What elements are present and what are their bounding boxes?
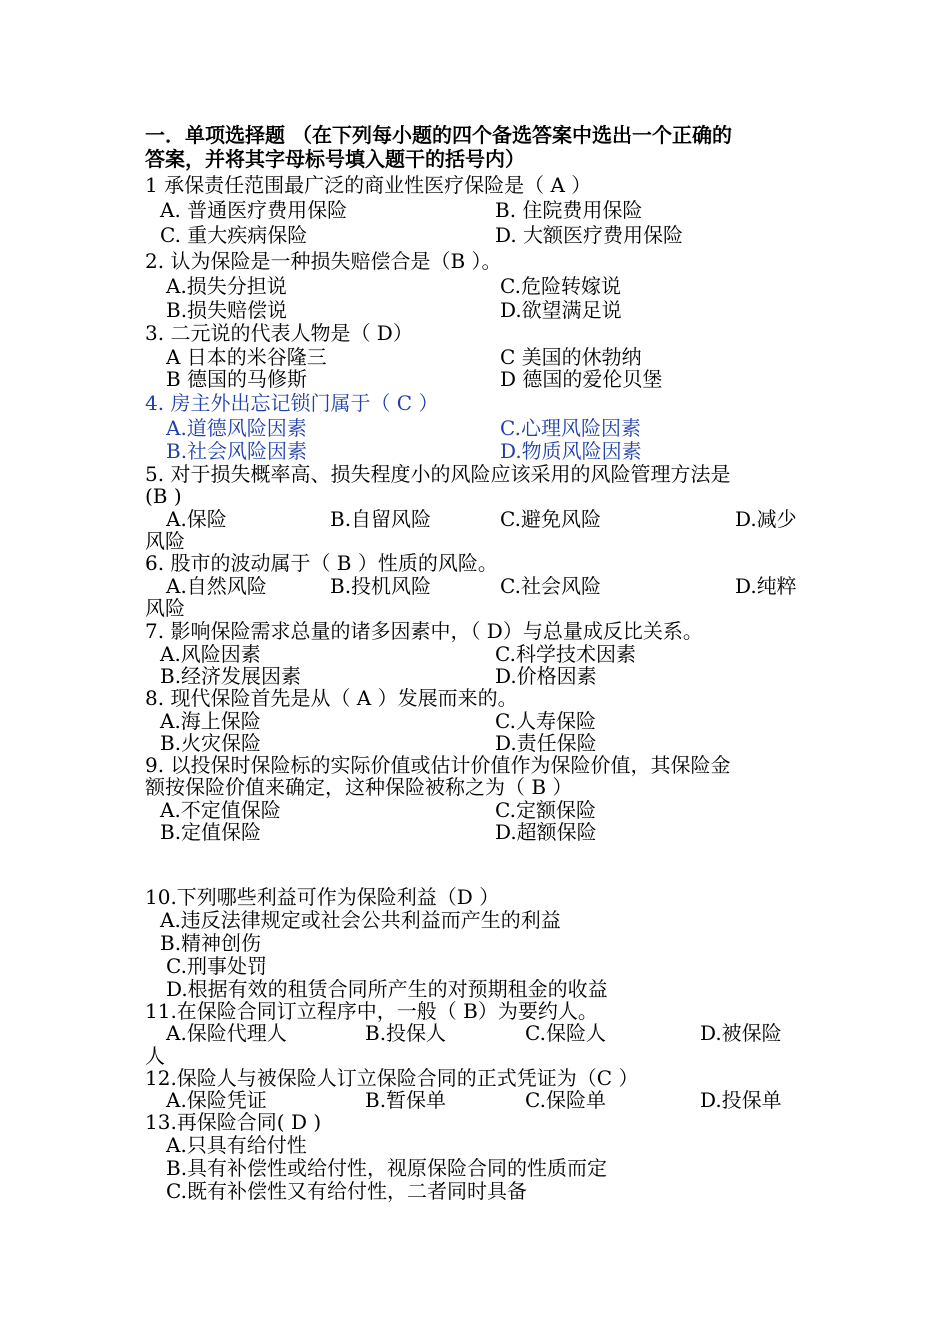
question-4-option-d: D.物质风险因素 [500, 439, 642, 463]
question-3-stem: 3. 二元说的代表人物是（ D） [145, 321, 413, 345]
question-9-option-b: B.定值保险 [160, 820, 262, 844]
question-13-option-b: B.具有补偿性或给付性，视原保险合同的性质而定 [166, 1156, 608, 1180]
question-12-option-a: A.保险凭证 [166, 1088, 267, 1112]
question-12-stem: 12.保险人与被保险人订立保险合同的正式凭证为（C ） [145, 1066, 639, 1090]
question-8-option-b: B.火灾保险 [160, 731, 262, 755]
question-3-option-a: A 日本的米谷隆三 [166, 345, 327, 369]
question-6-option-d-wrap: 风险 [145, 596, 185, 620]
question-9-option-a: A.不定值保险 [160, 798, 281, 822]
question-12-option-d: D.投保单 [700, 1088, 782, 1112]
question-4-option-b: B.社会风险因素 [166, 439, 308, 463]
question-11-option-a: A.保险代理人 [166, 1021, 287, 1045]
question-1-stem: 1 承保责任范围最广泛的商业性医疗保险是（ A ） [145, 173, 592, 197]
question-2-stem: 2. 认为保险是一种损失赔偿合是（B ）。 [145, 249, 502, 273]
question-7-stem: 7. 影响保险需求总量的诸多因素中，（ D）与总量成反比关系。 [145, 619, 703, 643]
question-5-stem-continued: (B ) [145, 484, 182, 508]
question-11-option-c: C.保险人 [525, 1021, 606, 1045]
question-13-option-c: C.既有补偿性又有给付性，二者同时具备 [166, 1179, 527, 1203]
question-6-option-d: D.纯粹 [735, 574, 797, 598]
question-10-option-b: B.精神创伤 [160, 931, 262, 955]
question-11-option-d-wrap: 人 [145, 1044, 165, 1068]
question-12-option-b: B.暂保单 [365, 1088, 447, 1112]
question-11-stem: 11.在保险合同订立程序中，一般（ B）为要约人。 [145, 999, 598, 1023]
question-5-option-a: A.保险 [166, 507, 227, 531]
question-4-option-c: C.心理风险因素 [500, 416, 641, 440]
question-11-option-d: D.被保险 [700, 1021, 782, 1045]
question-13-option-a: A.只具有给付性 [166, 1133, 307, 1157]
question-2-option-b: B.损失赔偿说 [166, 298, 288, 322]
question-8-stem: 8. 现代保险首先是从（ A ）发展而来的。 [145, 686, 518, 710]
question-1-option-d: D. 大额医疗费用保险 [495, 223, 684, 247]
question-7-option-a: A.风险因素 [160, 642, 261, 666]
question-5-option-d-wrap: 风险 [145, 529, 185, 553]
question-5-option-d: D.减少 [735, 507, 797, 531]
question-2-option-a: A.损失分担说 [166, 274, 287, 298]
question-2-option-c: C.危险转嫁说 [500, 274, 621, 298]
question-10-option-c: C.刑事处罚 [166, 954, 267, 978]
question-5-option-c: C.避免风险 [500, 507, 601, 531]
question-10-option-a: A.违反法律规定或社会公共利益而产生的利益 [160, 908, 561, 932]
question-5-option-b: B.自留风险 [330, 507, 432, 531]
question-3-option-c: C 美国的休勃纳 [500, 345, 642, 369]
question-9-stem: 9. 以投保时保险标的实际价值或估计价值作为保险价值，其保险金 [145, 753, 731, 777]
question-1-option-c: C. 重大疾病保险 [160, 223, 308, 247]
question-8-option-d: D.责任保险 [495, 731, 597, 755]
question-7-option-d: D.价格因素 [495, 664, 597, 688]
question-8-option-c: C.人寿保险 [495, 709, 596, 733]
question-6-option-b: B.投机风险 [330, 574, 432, 598]
question-7-option-c: C.科学技术因素 [495, 642, 636, 666]
question-4-option-a: A.道德风险因素 [166, 416, 307, 440]
question-1-option-a: A. 普通医疗费用保险 [160, 198, 348, 222]
question-3-option-d: D 德国的爱伦贝堡 [500, 367, 663, 391]
question-5-stem: 5. 对于损失概率高、损失程度小的风险应该采用的风险管理方法是 [145, 462, 731, 486]
question-6-stem: 6. 股市的波动属于（ B ）性质的风险。 [145, 551, 498, 575]
question-7-option-b: B.经济发展因素 [160, 664, 302, 688]
question-12-option-c: C.保险单 [525, 1088, 606, 1112]
section-heading-line-1: 一．单项选择题 （在下列每小题的四个备选答案中选出一个正确的 [145, 123, 732, 147]
question-6-option-c: C.社会风险 [500, 574, 601, 598]
question-9-option-d: D.超额保险 [495, 820, 597, 844]
question-4-stem: 4. 房主外出忘记锁门属于（ C ） [145, 391, 439, 415]
question-2-option-d: D.欲望满足说 [500, 298, 622, 322]
question-6-option-a: A.自然风险 [166, 574, 267, 598]
question-9-option-c: C.定额保险 [495, 798, 596, 822]
question-8-option-a: A.海上保险 [160, 709, 261, 733]
question-3-option-b: B 德国的马修斯 [166, 367, 308, 391]
question-11-option-b: B.投保人 [365, 1021, 447, 1045]
question-9-stem-continued: 额按保险价值来确定，这种保险被称之为（ B ） [145, 775, 573, 799]
question-10-option-d: D.根据有效的租赁合同所产生的对预期租金的收益 [166, 977, 608, 1001]
question-13-stem: 13.再保险合同( D ) [145, 1110, 322, 1134]
question-10-stem: 10.下列哪些利益可作为保险利益（D ） [145, 885, 500, 909]
section-heading-line-2: 答案，并将其字母标号填入题干的括号内） [145, 147, 525, 171]
question-1-option-b: B. 住院费用保险 [495, 198, 643, 222]
